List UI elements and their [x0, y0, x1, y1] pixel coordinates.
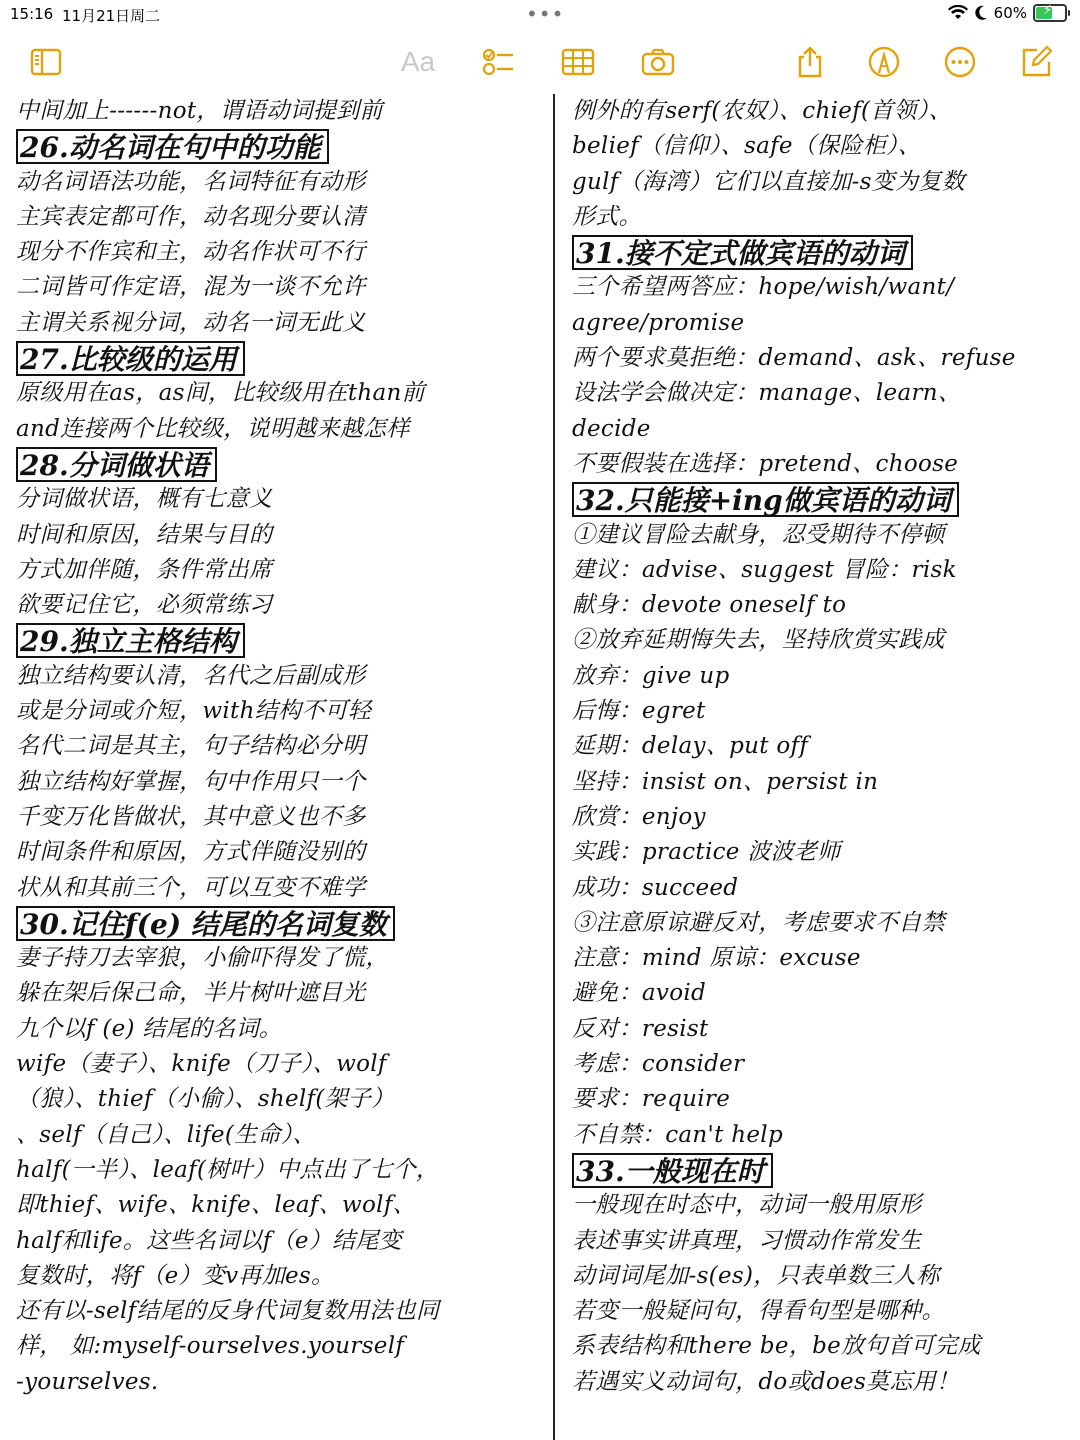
battery-nub — [1068, 10, 1070, 16]
more-icon[interactable] — [940, 44, 980, 80]
note-line: 献身：devote oneself to — [572, 592, 847, 619]
battery-percent: 60% — [993, 4, 1027, 22]
note-line: ②放弃延期悔失去，坚持欣赏实践成 — [572, 627, 945, 654]
note-line: and连接两个比较级，说明越来越怎样 — [16, 415, 410, 442]
note-line: 即thief、wife、knife、leaf、wolf、 — [16, 1192, 416, 1219]
note-line: half和life。这些名词以f（e）结尾变 — [16, 1227, 402, 1254]
note-line: 延期：delay、put off — [572, 733, 809, 760]
charging-bolt-icon: ⚡ — [1043, 3, 1053, 18]
note-line: agree/promise — [572, 309, 745, 336]
section-heading: 31.接不定式做宾语的动词 — [572, 235, 913, 270]
column-divider — [553, 94, 555, 1440]
note-line: 复数时，将f（e）变v再加es。 — [16, 1262, 335, 1289]
note-line: 坚持：insist on、persist in — [572, 768, 879, 795]
note-line: 表述事实讲真理，习惯动作常发生 — [572, 1227, 922, 1254]
note-line: 时间和原因，结果与目的 — [16, 521, 273, 548]
note-line: 还有以-self结尾的反身代词复数用法也同 — [16, 1298, 440, 1325]
checklist-icon[interactable] — [478, 44, 518, 80]
multitasking-dots-icon[interactable]: ••• — [526, 2, 565, 26]
table-icon[interactable] — [558, 44, 598, 80]
note-line: -yourselves. — [16, 1368, 159, 1395]
note-line: 一般现在时态中，动词一般用原形 — [572, 1192, 922, 1219]
note-line: 妻子持刀去宰狼，小偷吓得发了慌， — [16, 945, 389, 972]
status-date: 11月21日周二 — [62, 7, 161, 25]
note-line: decide — [572, 415, 651, 442]
note-line: 实践：practice 波波老师 — [572, 839, 841, 866]
note-line: 不要假装在选择：pretend、choose — [572, 450, 959, 477]
note-line: 二词皆可作定语，混为一谈不允许 — [16, 274, 366, 301]
note-line: 例外的有serf(农奴）、chief(首领）、 — [572, 98, 952, 124]
share-icon[interactable] — [790, 44, 830, 80]
section-heading-row — [572, 1153, 1072, 1188]
note-line: 时间条件和原因，方式伴随没别的 — [16, 839, 366, 866]
note-line: 要求：require — [572, 1086, 731, 1113]
note-line: 中间加上------not，谓语动词提到前 — [16, 98, 383, 124]
note-line: wife（妻子）、knife（刀子）、wolf — [16, 1051, 387, 1078]
note-line: 避免：avoid — [572, 980, 707, 1007]
note-line: 形式。 — [572, 203, 642, 230]
note-line: 九个以f (e) 结尾的名词。 — [16, 1015, 283, 1042]
note-line: 样， 如:myself-ourselves.yourself — [16, 1333, 405, 1360]
section-heading-row — [16, 623, 541, 658]
note-right-column[interactable] — [572, 94, 1072, 1400]
section-heading-row — [16, 341, 541, 376]
note-line: 或是分词或介短，with结构不可轻 — [16, 698, 372, 725]
note-line: 两个要求莫拒绝：demand、ask、refuse — [572, 345, 1016, 372]
note-line: 独立结构要认清，名代之后副成形 — [16, 662, 366, 689]
note-left-column[interactable] — [16, 94, 541, 1400]
note-line: 三个希望两答应：hope/wish/want/ — [572, 274, 955, 301]
note-line: 躲在架后保己命，半片树叶遮目光 — [16, 980, 366, 1007]
text-format-button[interactable]: Aa — [400, 46, 436, 77]
note-line: 动名词语法功能，名词特征有动形 — [16, 168, 366, 195]
note-line: ①建议冒险去献身，忍受期待不停顿 — [572, 521, 945, 548]
note-line: 千变万化皆做状，其中意义也不多 — [16, 803, 366, 830]
section-heading: 29.独立主格结构 — [16, 623, 245, 658]
camera-icon[interactable] — [638, 44, 678, 80]
note-line: 放弃：give up — [572, 662, 730, 689]
section-heading-row — [16, 447, 541, 482]
note-line: 主谓关系视分词，动名一词无此义 — [16, 309, 366, 336]
note-line: 、self（自己）、life(生命）、 — [16, 1121, 316, 1148]
note-line: 现分不作宾和主，动名作状可不行 — [16, 239, 366, 266]
section-heading-row — [572, 482, 1072, 517]
note-line: 独立结构好掌握，句中作用只一个 — [16, 768, 366, 795]
note-line: 不自禁：can't help — [572, 1121, 783, 1148]
note-line: 若变一般疑问句，得看句型是哪种。 — [572, 1298, 945, 1325]
battery-icon — [1033, 4, 1067, 22]
note-line: 名代二词是其主，句子结构必分明 — [16, 733, 366, 760]
note-line: 分词做状语，概有七意义 — [16, 486, 273, 513]
status-right — [948, 4, 1070, 22]
section-heading: 30.记住f(e) 结尾的名词复数 — [16, 906, 395, 941]
section-heading: 32.只能接+ing做宾语的动词 — [572, 482, 959, 517]
note-line: 建议：advise、suggest 冒险：risk — [572, 556, 957, 583]
status-bar — [0, 0, 1080, 28]
note-line: 后悔：egret — [572, 698, 706, 725]
note-line: 主宾表定都可作，动名现分要认清 — [16, 203, 366, 230]
section-heading: 28.分词做状语 — [16, 447, 217, 482]
section-heading-row — [16, 906, 541, 941]
sidebar-icon[interactable] — [26, 44, 66, 80]
section-heading: 27.比较级的运用 — [16, 341, 245, 376]
note-line: 欣赏：enjoy — [572, 803, 706, 830]
note-line: 原级用在as，as间，比较级用在than前 — [16, 380, 425, 407]
note-line: 反对：resist — [572, 1015, 709, 1042]
section-heading-row — [16, 129, 541, 164]
note-line: belief（信仰）、safe（保险柜）、 — [572, 133, 922, 160]
section-heading: 33.一般现在时 — [572, 1153, 773, 1188]
note-line: 欲要记住它，必须常练习 — [16, 592, 273, 619]
note-line: 状从和其前三个，可以互变不难学 — [16, 874, 366, 901]
note-line: 动词词尾加-s(es)，只表单数三人称 — [572, 1262, 940, 1289]
note-line: 成功：succeed — [572, 874, 739, 901]
note-line: 方式加伴随，条件常出席 — [16, 556, 273, 583]
note-line: ③注意原谅避反对，考虑要求不自禁 — [572, 909, 945, 936]
note-line: （狼）、thief（小偷）、shelf(架子） — [16, 1086, 395, 1113]
markup-icon[interactable] — [864, 44, 904, 80]
wifi-icon — [948, 5, 968, 21]
note-line: 考虑：consider — [572, 1051, 745, 1078]
note-line: gulf（海湾）它们以直接加-s变为复数 — [572, 168, 965, 195]
notes-toolbar — [0, 36, 1080, 88]
status-time: 15:16 — [10, 5, 54, 23]
note-line: 设法学会做决定：manage、learn、 — [572, 380, 962, 407]
note-line: half(一半）、leaf(树叶）中点出了七个， — [16, 1156, 440, 1183]
moon-icon — [974, 5, 988, 21]
note-line: 系表结构和there be，be放句首可完成 — [572, 1333, 981, 1360]
compose-icon[interactable] — [1016, 44, 1056, 80]
section-heading-row — [572, 235, 1072, 270]
note-line: 若遇实义动词句，do或does莫忘用！ — [572, 1368, 960, 1395]
note-line: 注意：mind 原谅：excuse — [572, 945, 861, 972]
section-heading: 26.动名词在句中的功能 — [16, 129, 329, 164]
